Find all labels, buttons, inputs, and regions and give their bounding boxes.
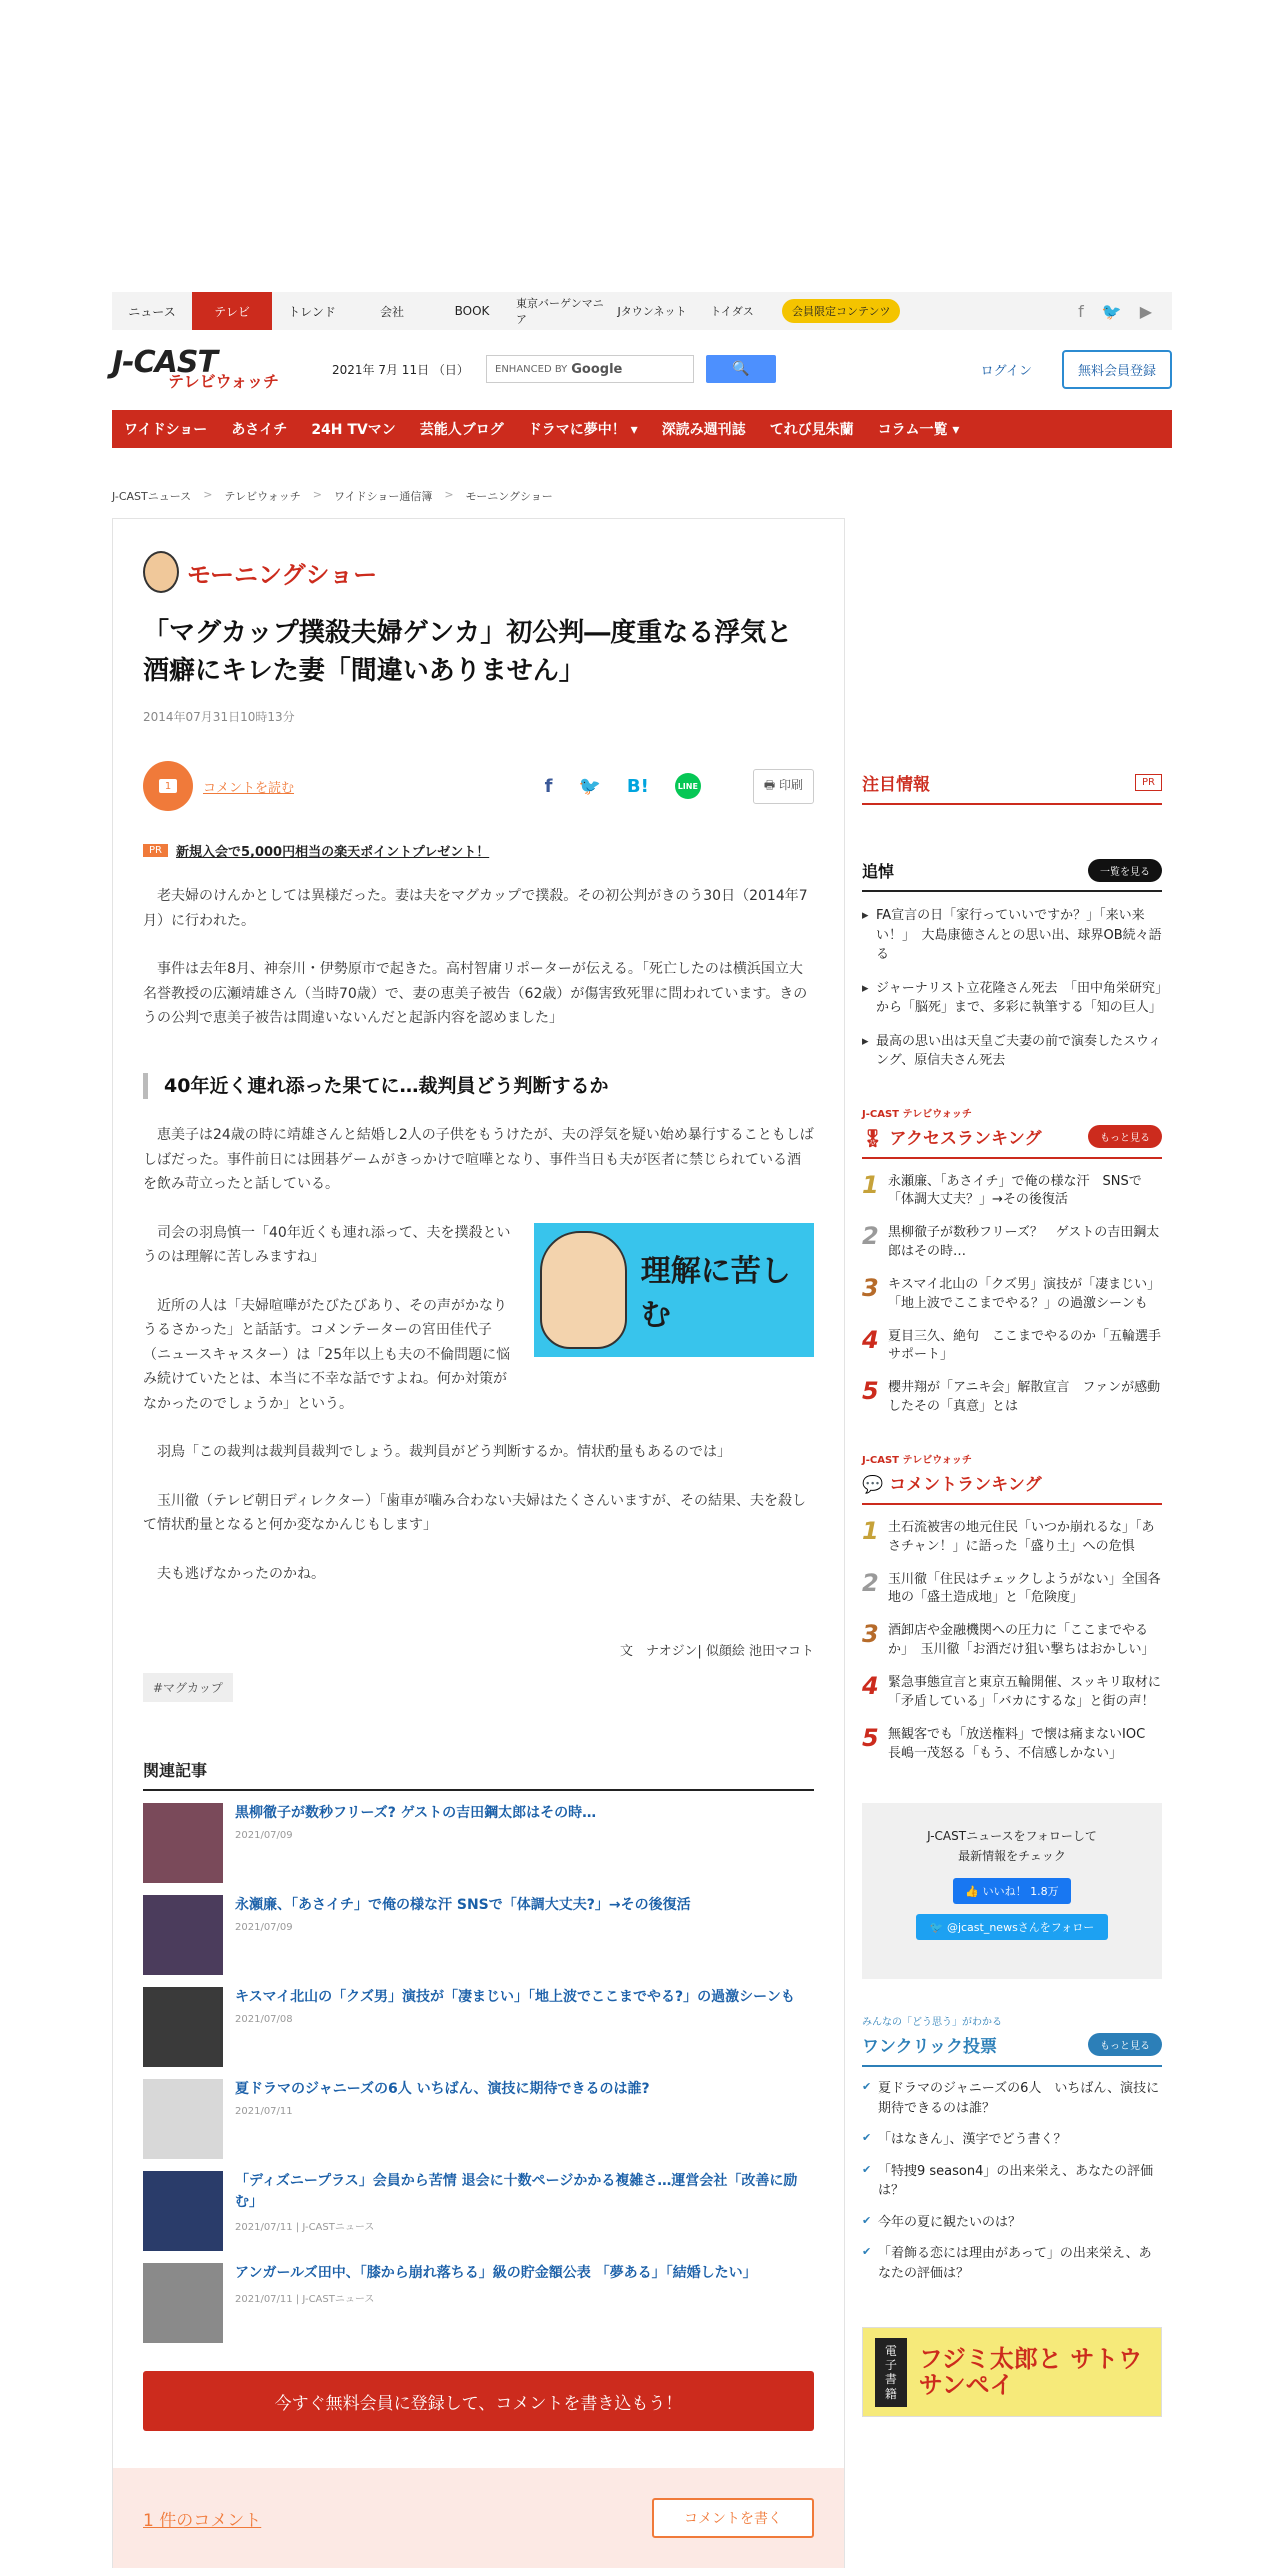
nav-column[interactable]: コラム一覧 ▾: [877, 422, 960, 438]
related-date: 2021/07/11 | J-CASTニュース: [235, 2222, 375, 2234]
related-item[interactable]: [143, 1895, 814, 1975]
search-placeholder: ENHANCED BY: [495, 363, 568, 375]
rank-title: 玉川徹「住民はチェックしようがない」全国各地の「盛土造成地」と「危険度」: [888, 1571, 1161, 1606]
notice-heading-text: 注目情報: [862, 775, 930, 795]
related-title: キスマイ北山の「クズ男」演技が「凄まじい」「地上波でここまでやる?」の過激シーンも: [235, 1989, 795, 2006]
breadcrumb-jcast[interactable]: J-CASTニュース: [112, 490, 192, 503]
category-nav: [112, 410, 1172, 448]
ranking-icon: 🎖: [862, 1128, 884, 1149]
breadcrumb-wideshow[interactable]: ワイドショー通信簿: [333, 490, 433, 503]
pr-line[interactable]: [143, 841, 814, 860]
related-item[interactable]: [143, 2171, 814, 2251]
notice-heading: [862, 770, 1162, 805]
topnav-company[interactable]: 会社: [379, 304, 404, 319]
rank-number: 2: [862, 1222, 879, 1251]
rank-number: 4: [862, 1325, 879, 1354]
related-date: 2021/07/11 | J-CASTニュース: [235, 2293, 375, 2305]
pr-text: 新規入会で5,000円相当の楽天ポイントプレゼント！: [175, 845, 490, 861]
tsuito-heading: [862, 859, 1162, 892]
social-links: [1078, 302, 1172, 321]
topnav-news[interactable]: ニュース: [128, 304, 176, 319]
register-comment-cta[interactable]: 今すぐ無料会員に登録して、コメントを書き込もう！: [143, 2371, 814, 2431]
vote-heading-text: ワンクリック投票: [862, 2037, 997, 2058]
access-ranking-label: J-CAST テレビウォッチ: [862, 1108, 972, 1120]
paragraph: 羽鳥「この裁判は裁判員裁判でしょう。裁判員がどう判断するか。情状酌量もあるのでは」: [143, 1444, 731, 1461]
illustration-caption: 理解に苦しむ: [640, 1253, 791, 1333]
tsuito-item[interactable]: ▸ ジャーナリスト立花隆さん死去 「田中角栄研究」から「脳死」まで、多彩に執筆する「知の巨人」: [862, 979, 1162, 1018]
rank-number: 4: [862, 1672, 879, 1700]
related-date: 2021/07/08: [235, 2013, 293, 2025]
nav-asaichi[interactable]: あさイチ: [231, 422, 288, 438]
tsuito-more-button[interactable]: 一覧を見る: [1088, 859, 1162, 882]
paragraph: 恵美子は24歳の時に靖雄さんと結婚し2人の子供をもうけたが、夫の浮気を疑い始め暴行することもしばしばだった。事件前日には囲碁ゲームがきっかけで喧嘩となり、事件当日も夫が医者に禁じられている酒を飲み苛立ったと話している。: [143, 1127, 814, 1193]
rank-title: 土石流被害の地元住民「いつか崩れるな」「あさチャン！」に語った「盛り土」への危惧: [888, 1519, 1155, 1554]
search-input[interactable]: [486, 355, 694, 383]
comment-ranking-label: J-CAST テレビウォッチ: [862, 1454, 972, 1466]
topnav-trend[interactable]: トレンド: [288, 304, 336, 319]
topnav-book[interactable]: BOOK: [454, 304, 490, 318]
rank-title: 櫻井翔が「アニキ会」解散宣言 ファンが感動したその「真意」とは: [888, 1380, 1161, 1415]
tsuito-item[interactable]: ▸ 最高の思い出は天皇ご夫妻の前で演奏したスウィング、原信夫さん死去: [862, 1032, 1162, 1071]
related-title: 夏ドラマのジャニーズの6人 いちばん、演技に期待できるのは誰?: [235, 2081, 650, 2098]
vote-heading: [862, 2032, 1162, 2067]
article: [112, 518, 845, 2568]
related-title: 永瀬廉、「あさイチ」で俺の様な汗 SNSで「体調大丈夫?」→その後復活: [235, 1897, 691, 1914]
write-comment-button[interactable]: コメントを書く: [652, 2498, 814, 2538]
sidebar: [862, 770, 1162, 2417]
paragraph: 老夫婦のけんかとしては異様だった。妻は夫をマグカップで撲殺。その初公判がきのう30日（2014年7月）に行われた。: [143, 888, 808, 929]
related-item[interactable]: [143, 2263, 814, 2343]
related-date: 2021/07/09: [235, 1829, 293, 1841]
share-bar: [143, 761, 814, 811]
caricature-face: [540, 1231, 627, 1349]
nav-blog[interactable]: 芸能人ブログ: [419, 422, 504, 438]
ebook-banner[interactable]: [862, 2327, 1162, 2417]
related-item[interactable]: [143, 2079, 814, 2159]
ranking-item[interactable]: [862, 1379, 1162, 1417]
hatena-bookmark-icon[interactable]: B!: [626, 775, 649, 797]
rank-number: 2: [862, 1568, 879, 1597]
related-title: 「ディズニープラス」会員から苦情 退会に十数ページかかる複雑さ…運営会社「改善に励む」: [235, 2173, 798, 2210]
logo-main: J-CAST: [112, 345, 217, 380]
topnav-toidas[interactable]: トイダス: [710, 305, 754, 318]
related-date: 2021/07/09: [235, 1921, 293, 1933]
tsuito-item[interactable]: ▸ FA宣言の日「家行っていいですか？」「来い来い！」 大島康徳さんとの思い出、球界OB続々語る: [862, 906, 1162, 965]
print-label: 印刷: [778, 777, 803, 792]
ranking-item[interactable]: [862, 1568, 1162, 1609]
rank-number: 1: [862, 1170, 879, 1199]
vote-item[interactable]: ✔ 「はなきん」、漢字でどう書く？: [862, 2130, 1162, 2150]
paragraph: 事件は去年8月、神奈川・伊勢原市で起きた。高村智庸リポーターが伝える。「死亡したのは横浜国立大名誉教授の広瀬靖雄さん（当時70歳）で、妻の恵美子被告（62歳）が傷害致死罪に問われています。きのうの公判で恵美子被告は間違いないんだと起訴内容を認めました」: [143, 961, 808, 1027]
topnav-tv[interactable]: テレビ: [192, 292, 272, 330]
paragraph: 玉川徹（テレビ朝日ディレクター）「歯車が噛み合わない夫婦はたくさんいますが、その結果、夫を殺して情状酌量となると何か変なかんじもします」: [143, 1492, 807, 1534]
related-title: 黒柳徹子が数秒フリーズ? ゲストの吉田鋼太郎はその時…: [235, 1805, 597, 1822]
ranking-item[interactable]: [862, 1170, 1162, 1211]
rank-number: 3: [862, 1273, 879, 1302]
pr-badge: PR: [143, 844, 168, 857]
search-icon: 🔍: [732, 361, 750, 377]
site-logo[interactable]: [112, 345, 312, 391]
vote-more-button[interactable]: もっと見る: [1088, 2033, 1162, 2056]
banner-title: フジミ太郎と サトウサンペイ: [918, 2344, 1143, 2400]
print-button[interactable]: 🖶 印刷: [753, 769, 814, 804]
twitter-follow-button[interactable]: 🐦 @jcast_newsさんをフォロー: [916, 1914, 1109, 1940]
corner-name: モーニングショー: [187, 560, 378, 589]
follow-text: J-CASTニュースをフォローして 最新情報をチェック: [927, 1829, 1097, 1863]
rank-title: 永瀬廉、「あさイチ」で俺の様な汗 SNSで「体調大丈夫？」→その後復活: [888, 1173, 1142, 1208]
rank-title: キスマイ北山の「クズ男」演技が「凄まじい」「地上波でここまでやる？」の過激シーンも: [888, 1276, 1161, 1311]
paragraph: 夫も逃げなかったのかね。: [143, 1565, 325, 1582]
ranking-item[interactable]: [862, 1224, 1162, 1262]
facebook-icon[interactable]: f: [1078, 301, 1084, 321]
related-title: アンガールズ田中、「膝から崩れ落ちる」級の貯金額公表 「夢ある」「結婚したい」: [235, 2265, 757, 2282]
nav-drama[interactable]: ドラマに夢中！ ▾: [527, 422, 638, 438]
ranking-item[interactable]: [862, 1622, 1162, 1660]
related-thumbnail: [143, 2263, 223, 2343]
register-button[interactable]: 無料会員登録: [1062, 350, 1172, 389]
ranking-item[interactable]: [862, 1723, 1162, 1764]
rank-title: 緊急事態宣言と東京五輪開催、スッキリ取材に「矛盾している」「バカにするな」と街の声！: [888, 1675, 1161, 1709]
related-heading: 関連記事: [143, 1758, 814, 1791]
corner-title[interactable]: [143, 551, 814, 593]
login-link[interactable]: ログイン: [980, 363, 1032, 379]
byline: 文 ナオジン| 似顔絵 池田マコト: [619, 1644, 814, 1660]
twitter-share-icon[interactable]: 🐦: [578, 775, 601, 797]
article-title: 「マグカップ撲殺夫婦ゲンカ」初公判―度重なる浮気と酒癖にキレた妻「間違いありません」: [143, 618, 793, 686]
vote-label: みんなの「どう思う」がわかる: [862, 2017, 1002, 2029]
caricature-illustration: [534, 1223, 814, 1357]
topnav-bargain[interactable]: 東京バーゲンマニア: [516, 297, 604, 326]
comment-ranking-heading: [862, 1470, 1162, 1505]
tsuito-heading-text: 追悼: [862, 862, 895, 881]
facebook-share-icon[interactable]: f: [544, 775, 553, 797]
related-date: 2021/07/11: [235, 2105, 293, 2117]
vote-item[interactable]: ✔ 夏ドラマのジャニーズの6人 いちばん、演技に期待できるのは誰？: [862, 2079, 1162, 2118]
rank-number: 3: [862, 1620, 879, 1649]
comment-icon[interactable]: [143, 761, 193, 811]
breadcrumb-tvwatch[interactable]: テレビウォッチ: [224, 490, 301, 503]
comment-bubble-icon: 💬: [862, 1474, 884, 1495]
access-more-button[interactable]: もっと見る: [1088, 1125, 1162, 1148]
access-ranking-heading: [862, 1124, 1162, 1159]
comment-footer: [113, 2468, 844, 2568]
illustrated-section: [143, 1221, 814, 1417]
related-thumbnail: [143, 1987, 223, 2067]
nav-24h[interactable]: 24H TVマン: [311, 422, 396, 438]
member-content-badge[interactable]: 会員限定コンテンツ: [782, 299, 900, 323]
logo-sub: テレビウォッチ: [168, 372, 280, 391]
access-heading-text: アクセスランキング: [889, 1128, 1042, 1149]
top-nav: [112, 292, 1172, 330]
nav-weekly[interactable]: 深読み週刊誌: [661, 422, 746, 438]
related-thumbnail: [143, 2171, 223, 2251]
rank-title: 夏目三久、絶句 ここまでやるのか「五輪選手サポート」: [888, 1328, 1162, 1363]
youtube-icon[interactable]: ▶: [1139, 301, 1152, 321]
rank-title: 黒柳徹子が数秒フリーズ？ ゲストの吉田鋼太郎はその時…: [888, 1225, 1160, 1260]
related-thumbnail: [143, 2079, 223, 2159]
current-date: 2021年 7月 11日 （日）: [332, 362, 469, 377]
vote-item[interactable]: ✔ 「特捜9 season4」の出来栄え、あなたの評価は？: [862, 2162, 1162, 2201]
host-avatar: [143, 551, 179, 593]
comment-icon-count: 1: [159, 779, 177, 793]
rank-number: 5: [862, 1377, 879, 1406]
article-date: 2014年07月31日10時13分: [143, 710, 295, 725]
line-share-icon[interactable]: LINE: [675, 773, 701, 799]
ranking-item[interactable]: [862, 1674, 1162, 1712]
nav-terebi[interactable]: てれび見朱蘭: [769, 422, 854, 438]
ranking-item[interactable]: [862, 1516, 1162, 1557]
site-header: [112, 340, 1172, 398]
search-button[interactable]: [706, 355, 776, 383]
rank-number: 1: [862, 1516, 879, 1545]
comment-count-link[interactable]: 1 件のコメント: [143, 2510, 262, 2531]
paragraph: 司会の羽鳥慎一「40年近くも連れ添って、夫を撲殺というのは理解に苦しみますね」: [143, 1224, 511, 1266]
twitter-icon[interactable]: 🐦: [1101, 301, 1122, 321]
article-subheading: 40年近く連れ添った果てに…裁判員どう判断するか: [143, 1073, 814, 1100]
paragraph: 近所の人は「夫婦喧嘩がたびたびあり、その声がかなりうるさかった」と話話す。コメンテーターの宮田佳代子（ニュースキャスター）は「25年以上も夫の不倫問題に悩み続けていたとは、本当に不幸な話ですよね。何か対策がなかったのでしょうか」という。: [143, 1297, 511, 1412]
read-comments-link[interactable]: コメントを読む: [203, 780, 295, 796]
vote-item[interactable]: ✔ 今年の夏に観たいのは？: [862, 2213, 1162, 2233]
vote-item[interactable]: ✔ 「着飾る恋には理由があって」の出来栄え、あなたの評価は？: [862, 2244, 1162, 2283]
rank-title: 酒卸店や金融機関への圧力に「ここまでやるか」 玉川徹「お酒だけ狙い撃ちはおかしい」: [888, 1623, 1155, 1658]
related-item[interactable]: [143, 1803, 814, 1883]
ranking-item[interactable]: [862, 1273, 1162, 1314]
pr-badge: PR: [1135, 774, 1162, 791]
nav-wideshow[interactable]: ワイドショー: [124, 422, 208, 438]
google-search: [486, 355, 776, 383]
rank-number: 5: [862, 1723, 879, 1752]
ranking-item[interactable]: [862, 1325, 1162, 1366]
share-buttons: [545, 769, 814, 804]
banner-label: 電子書籍: [875, 2338, 907, 2408]
search-brand: Google: [571, 361, 623, 377]
topnav-jtown[interactable]: Jタウンネット: [617, 305, 687, 318]
breadcrumb-morning[interactable]: モーニングショー: [465, 490, 553, 503]
rank-title: 無観客でも「放送権料」で懐は痛まないIOC 長嶋一茂怒る「もう、不信感しかない」: [888, 1726, 1159, 1761]
related-item[interactable]: [143, 1987, 814, 2067]
related-thumbnail: [143, 1803, 223, 1883]
follow-box: [862, 1803, 1162, 1979]
breadcrumb: J-CASTニュース > テレビウォッチ > ワイドショー通信簿 > モーニングショー: [112, 488, 553, 503]
comment-heading-text: コメントランキング: [889, 1474, 1042, 1495]
facebook-like-button[interactable]: 👍 いいね！ 1.8万: [953, 1878, 1070, 1904]
related-thumbnail: [143, 1895, 223, 1975]
article-tag[interactable]: #マグカップ: [143, 1673, 233, 1702]
